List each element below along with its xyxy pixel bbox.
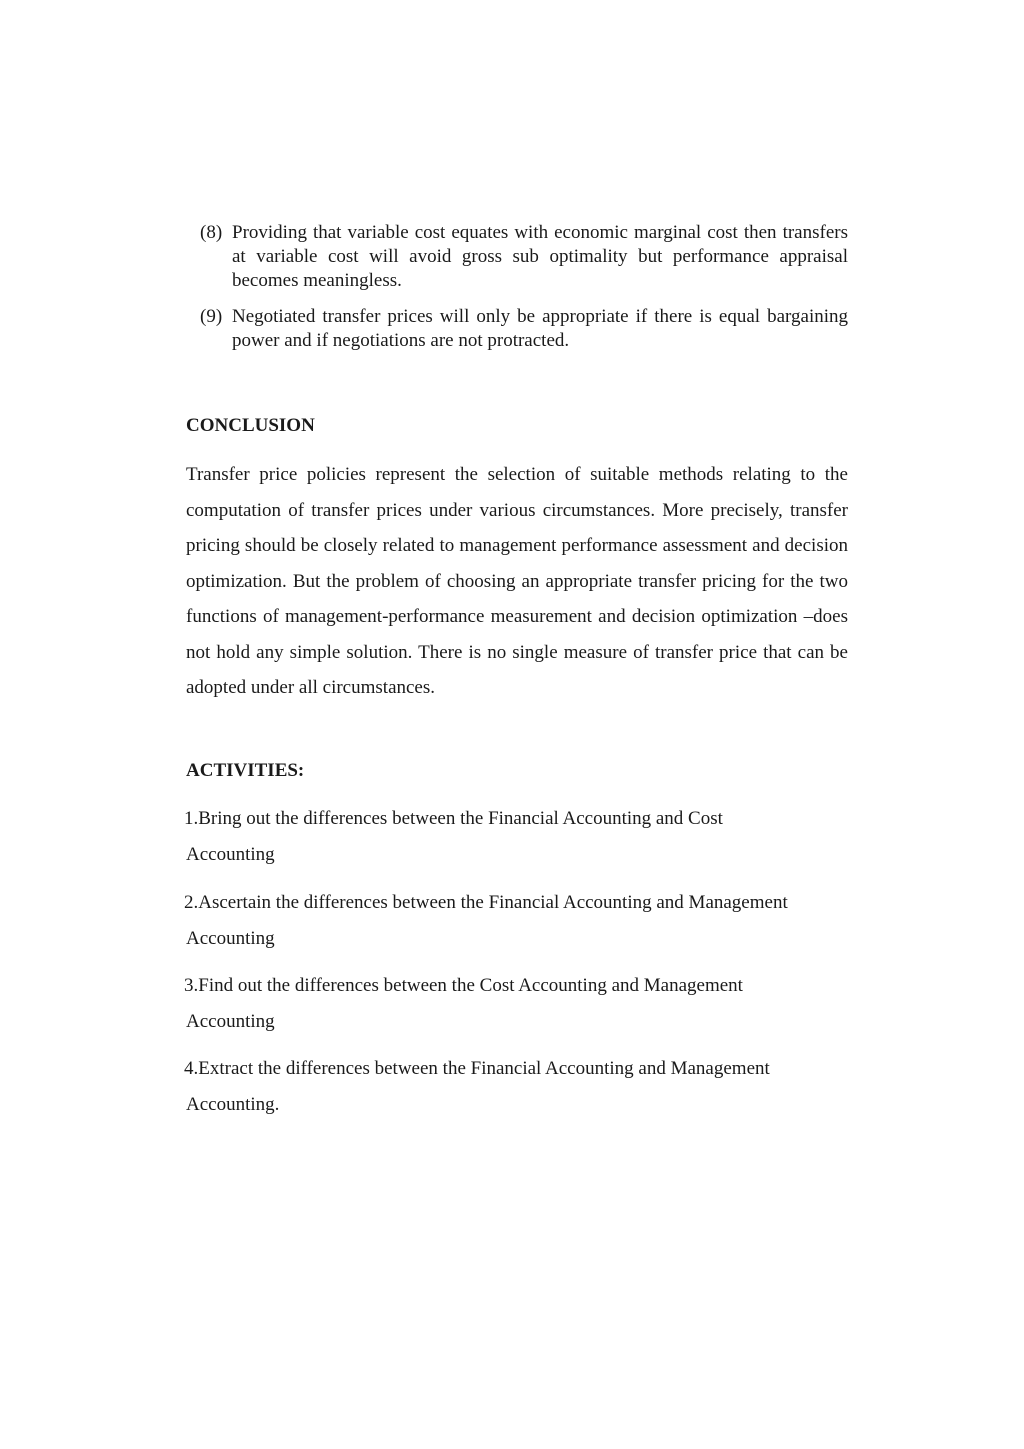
activities-heading: ACTIVITIES:	[186, 760, 305, 781]
activity-text-continued: Accounting	[186, 844, 275, 865]
numbered-point	[200, 305, 848, 353]
conclusion-paragraph: Transfer price policies represent the selection of suitable methods relating to the computation of transfer prices under various circumstances. More precisely, transfer pricing should be closely related to management performance assessment and decision optimization. But the problem of choosing an appropriate transfer pricing for the two functions of management-performance measurement and decision optimization –does not hold any simple solution. There is no single measure of transfer price that can be adopted under all circumstances.	[186, 464, 848, 698]
point-marker: (8)	[200, 222, 223, 243]
activity-text: 4.Extract the differences between the Financial Accounting and Management	[184, 1058, 770, 1079]
activity-text: 1.Bring out the differences between the Financial Accounting and Cost	[184, 808, 723, 829]
point-text: Negotiated transfer prices will only be appropriate if there is equal bargaining power and if negotiations are not protracted.	[232, 306, 848, 351]
activity-item	[186, 801, 848, 873]
activity-text-continued: Accounting.	[186, 1094, 280, 1115]
activity-item	[186, 885, 848, 957]
point-text: Providing that variable cost equates with economic marginal cost then transfers at variable cost will avoid gross sub optimality but performance appraisal becomes meaningless.	[232, 222, 848, 291]
activity-text-continued: Accounting	[186, 1011, 275, 1032]
numbered-point	[200, 221, 848, 293]
activity-item	[186, 968, 848, 1040]
point-marker: (9)	[200, 306, 223, 327]
activity-text: 3.Find out the differences between the Cost Accounting and Management	[184, 975, 743, 996]
activity-item	[186, 1051, 848, 1123]
activity-text-continued: Accounting	[186, 928, 275, 949]
activity-text: 2.Ascertain the differences between the Financial Accounting and Management	[184, 892, 788, 913]
numbered-points-list	[200, 221, 848, 365]
conclusion-heading: CONCLUSION	[186, 415, 315, 436]
